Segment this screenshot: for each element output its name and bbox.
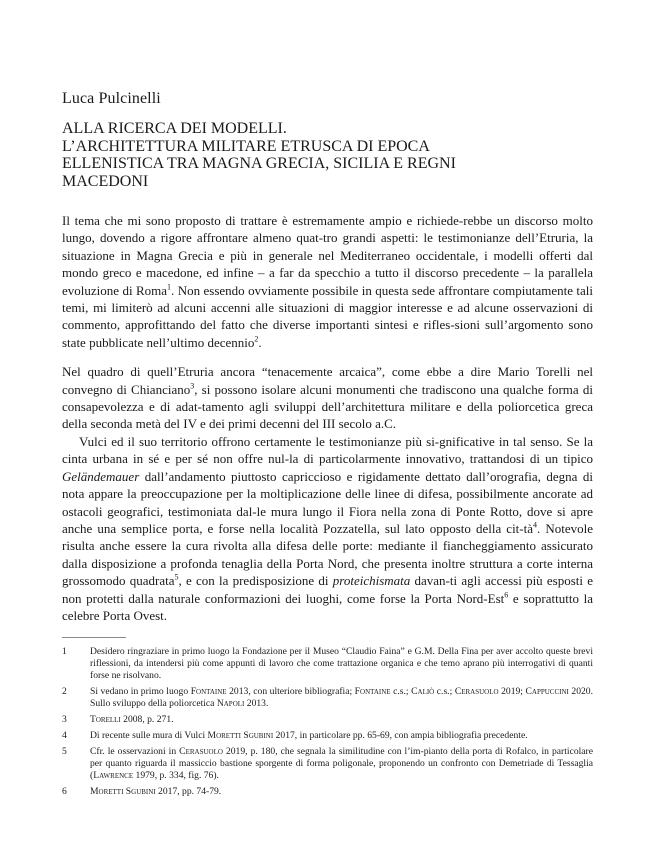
cited-author: Cerasuolo	[454, 686, 499, 697]
text-run: Il tema che mi sono proposto di trattare è estremamente ampio e richiede-rebbe un discorso molto lungo, dovendo a rigore affrontare almeno quat-tro grandi aspetti: le testimonianze dell’Etruria, la situazione in Magna Grecia e più in generale nel Mediterraneo occidentale, i modelli offerti dal mondo greco e macedone, ed infine – a far da specchio a tutto il discorso precedente – la parallela evoluzione di Roma	[62, 213, 593, 298]
footnote-ref-6[interactable]: 6	[504, 590, 509, 600]
title-line: ALLA RICERCA DEI MODELLI.	[62, 120, 287, 137]
title-line: ELLENISTICA TRA MAGNA GRECIA, SICILIA E REGNI	[62, 155, 456, 172]
text-run: Si vedano in primo luogo	[90, 686, 191, 697]
footnote-number: 2	[62, 686, 67, 697]
cited-author: Torelli	[90, 714, 121, 725]
chapter-title	[62, 120, 602, 190]
text-run: 2017, pp. 74-79.	[155, 786, 222, 797]
text-run: dall’andamento piuttosto capriccioso e rigidamente dettato dall’orografia, degna di nota appare la preoccupazione per la moltiplicazione delle linee di difesa, possibilmente ancorate ad ostacoli geografici, testimoniata dal-le mura lungo il Fiora nella zona di Ponte Rotto, dove si apre anche una semplice porta, e forse nella località Pozzatella, sul lato opposto della cit-tà	[62, 468, 593, 536]
text-run: 2020. Sullo sviluppo della poliorcetica	[90, 686, 593, 709]
footnote-number: 5	[62, 746, 67, 757]
cited-author: Caliò	[411, 686, 435, 697]
footnote-divider	[62, 637, 126, 638]
footnote-1	[62, 646, 593, 682]
footnote-3	[62, 714, 593, 726]
text-run: 2013, con ulteriore bibliografia;	[226, 686, 355, 697]
text-run: . Non essendo ovviamente possibile in questa sede affrontare compiutamente tali temi, mi limiterò ad alcuni accenni alle situazioni di maggior interesse e ad alcune osservazioni di commento, approfittando del fatto che diverse importanti sintesi e rifles-sioni sull’argomento sono state pubblicate nell’ultimo decennio	[62, 282, 593, 350]
footnote-text	[90, 714, 593, 726]
body-text	[62, 212, 593, 624]
text-run: .	[258, 334, 262, 350]
text-run: Cfr. le osservazioni in	[90, 746, 180, 757]
cited-author: Lawrence	[93, 770, 134, 781]
italic-term: proteichismata	[332, 573, 411, 589]
footnote-text	[90, 786, 593, 798]
footnote-ref-4[interactable]: 4	[533, 520, 538, 530]
footnote-5	[62, 746, 593, 782]
text-run: davan-ti agli accessi più esposti e non protetti dalla naturale conformazioni dei luoghi, come forse la Porta Nord-Est	[62, 573, 594, 606]
text-run: c.s.;	[434, 686, 455, 697]
cited-author: Moretti Sgubini	[90, 786, 156, 797]
footnote-6	[62, 786, 593, 798]
title-line: MACEDONI	[62, 172, 149, 190]
text-run: 2013.	[244, 698, 269, 709]
footnote-number: 4	[62, 730, 67, 741]
text-run: 1979, p. 334, fig. 76).	[133, 770, 219, 781]
footnotes	[62, 646, 593, 802]
cited-author: Napoli	[216, 698, 245, 709]
footnote-ref-3[interactable]: 3	[190, 381, 195, 391]
footnote-number: 1	[62, 646, 67, 657]
text-run: , e con la predisposizione di	[178, 573, 333, 589]
footnote-number: 3	[62, 714, 67, 725]
text-run: 2019, p. 180, che segnala la similitudine con l’im-pianto della porta di Rofalco, in particolare per quanto riguarda il massiccio bastione sporgente di forma poligonale, proponendo un confronto con Demetriade di Tessaglia (	[90, 746, 594, 781]
footnote-text	[90, 730, 593, 742]
footnote-number: 6	[62, 786, 67, 797]
author-name: Luca Pulcinelli	[62, 90, 161, 107]
italic-term: Geländemauer	[62, 468, 140, 484]
text-run: , si possono isolare alcuni monumenti che tradiscono una qualche forma di consapevolezza e di adat-tamento agli sviluppi dell’architettura militare e della poliorcetica greca della seconda metà del IV e dei primi decenni del III secolo a.C.	[62, 381, 593, 432]
footnote-text	[90, 686, 593, 710]
text-run: 2008, p. 271.	[120, 714, 174, 725]
footnote-text: Desidero ringraziare in primo luogo la Fondazione per il Museo “Claudio Faina” e G.M. Della Fina per aver accolto queste brevi riflessioni, da intendersi più come appunti di lavoro che come trattazione organica e che temo aprano più interrogativi di quanti forse ne risolvano.	[90, 646, 593, 681]
paragraph-2	[62, 363, 593, 433]
cited-author: Moretti Sgubini	[207, 730, 274, 741]
cited-author: Cerasuolo	[179, 746, 223, 757]
text-run: 2019;	[498, 686, 526, 697]
paragraph-1	[62, 212, 593, 351]
text-run: e soprattutto la celebre Porta Ovest.	[62, 590, 593, 623]
cited-author: Cappuccini	[525, 686, 569, 697]
footnote-4	[62, 730, 593, 742]
text-run: 2017, in particolare pp. 65-69, con ampia bibliografia precedente.	[273, 730, 528, 741]
text-run: Nel quadro di quell’Etruria ancora “tenacemente arcaica”, come ebbe a dire Mario Torelli nel convegno di Chianciano	[62, 364, 593, 397]
footnote-ref-5[interactable]: 5	[174, 572, 179, 582]
title-line: L’ARCHITETTURA MILITARE ETRUSCA DI EPOCA	[62, 137, 430, 155]
cited-author: Fontaine	[354, 686, 391, 697]
paragraph-3	[62, 433, 593, 624]
text-run: . Notevole risulta anche essere la cura rivolta alla difesa delle porte: mediante il fiancheggiamento assicurato dalla disposizione a profonda tenaglia della Porta Nord, che presenta inoltre struttura a corte interna grossomodo quadrata	[62, 520, 593, 589]
footnote-text	[90, 746, 593, 782]
cited-author: Fontaine	[190, 686, 227, 697]
footnote-ref-2[interactable]: 2	[254, 334, 259, 344]
text-run: Di recente sulle mura di Vulci	[90, 730, 208, 741]
footnote-ref-1[interactable]: 1	[167, 282, 172, 292]
text-run: Vulci ed il suo territorio offrono certamente le testimonianze più si-gnificative in tal senso. Se la cinta urbana in sé e per sé non offre nul-la di particolarmente innovativo, trattandosi di un tipico	[62, 433, 593, 467]
text-run: c.s.;	[390, 686, 412, 697]
footnote-2	[62, 686, 593, 710]
